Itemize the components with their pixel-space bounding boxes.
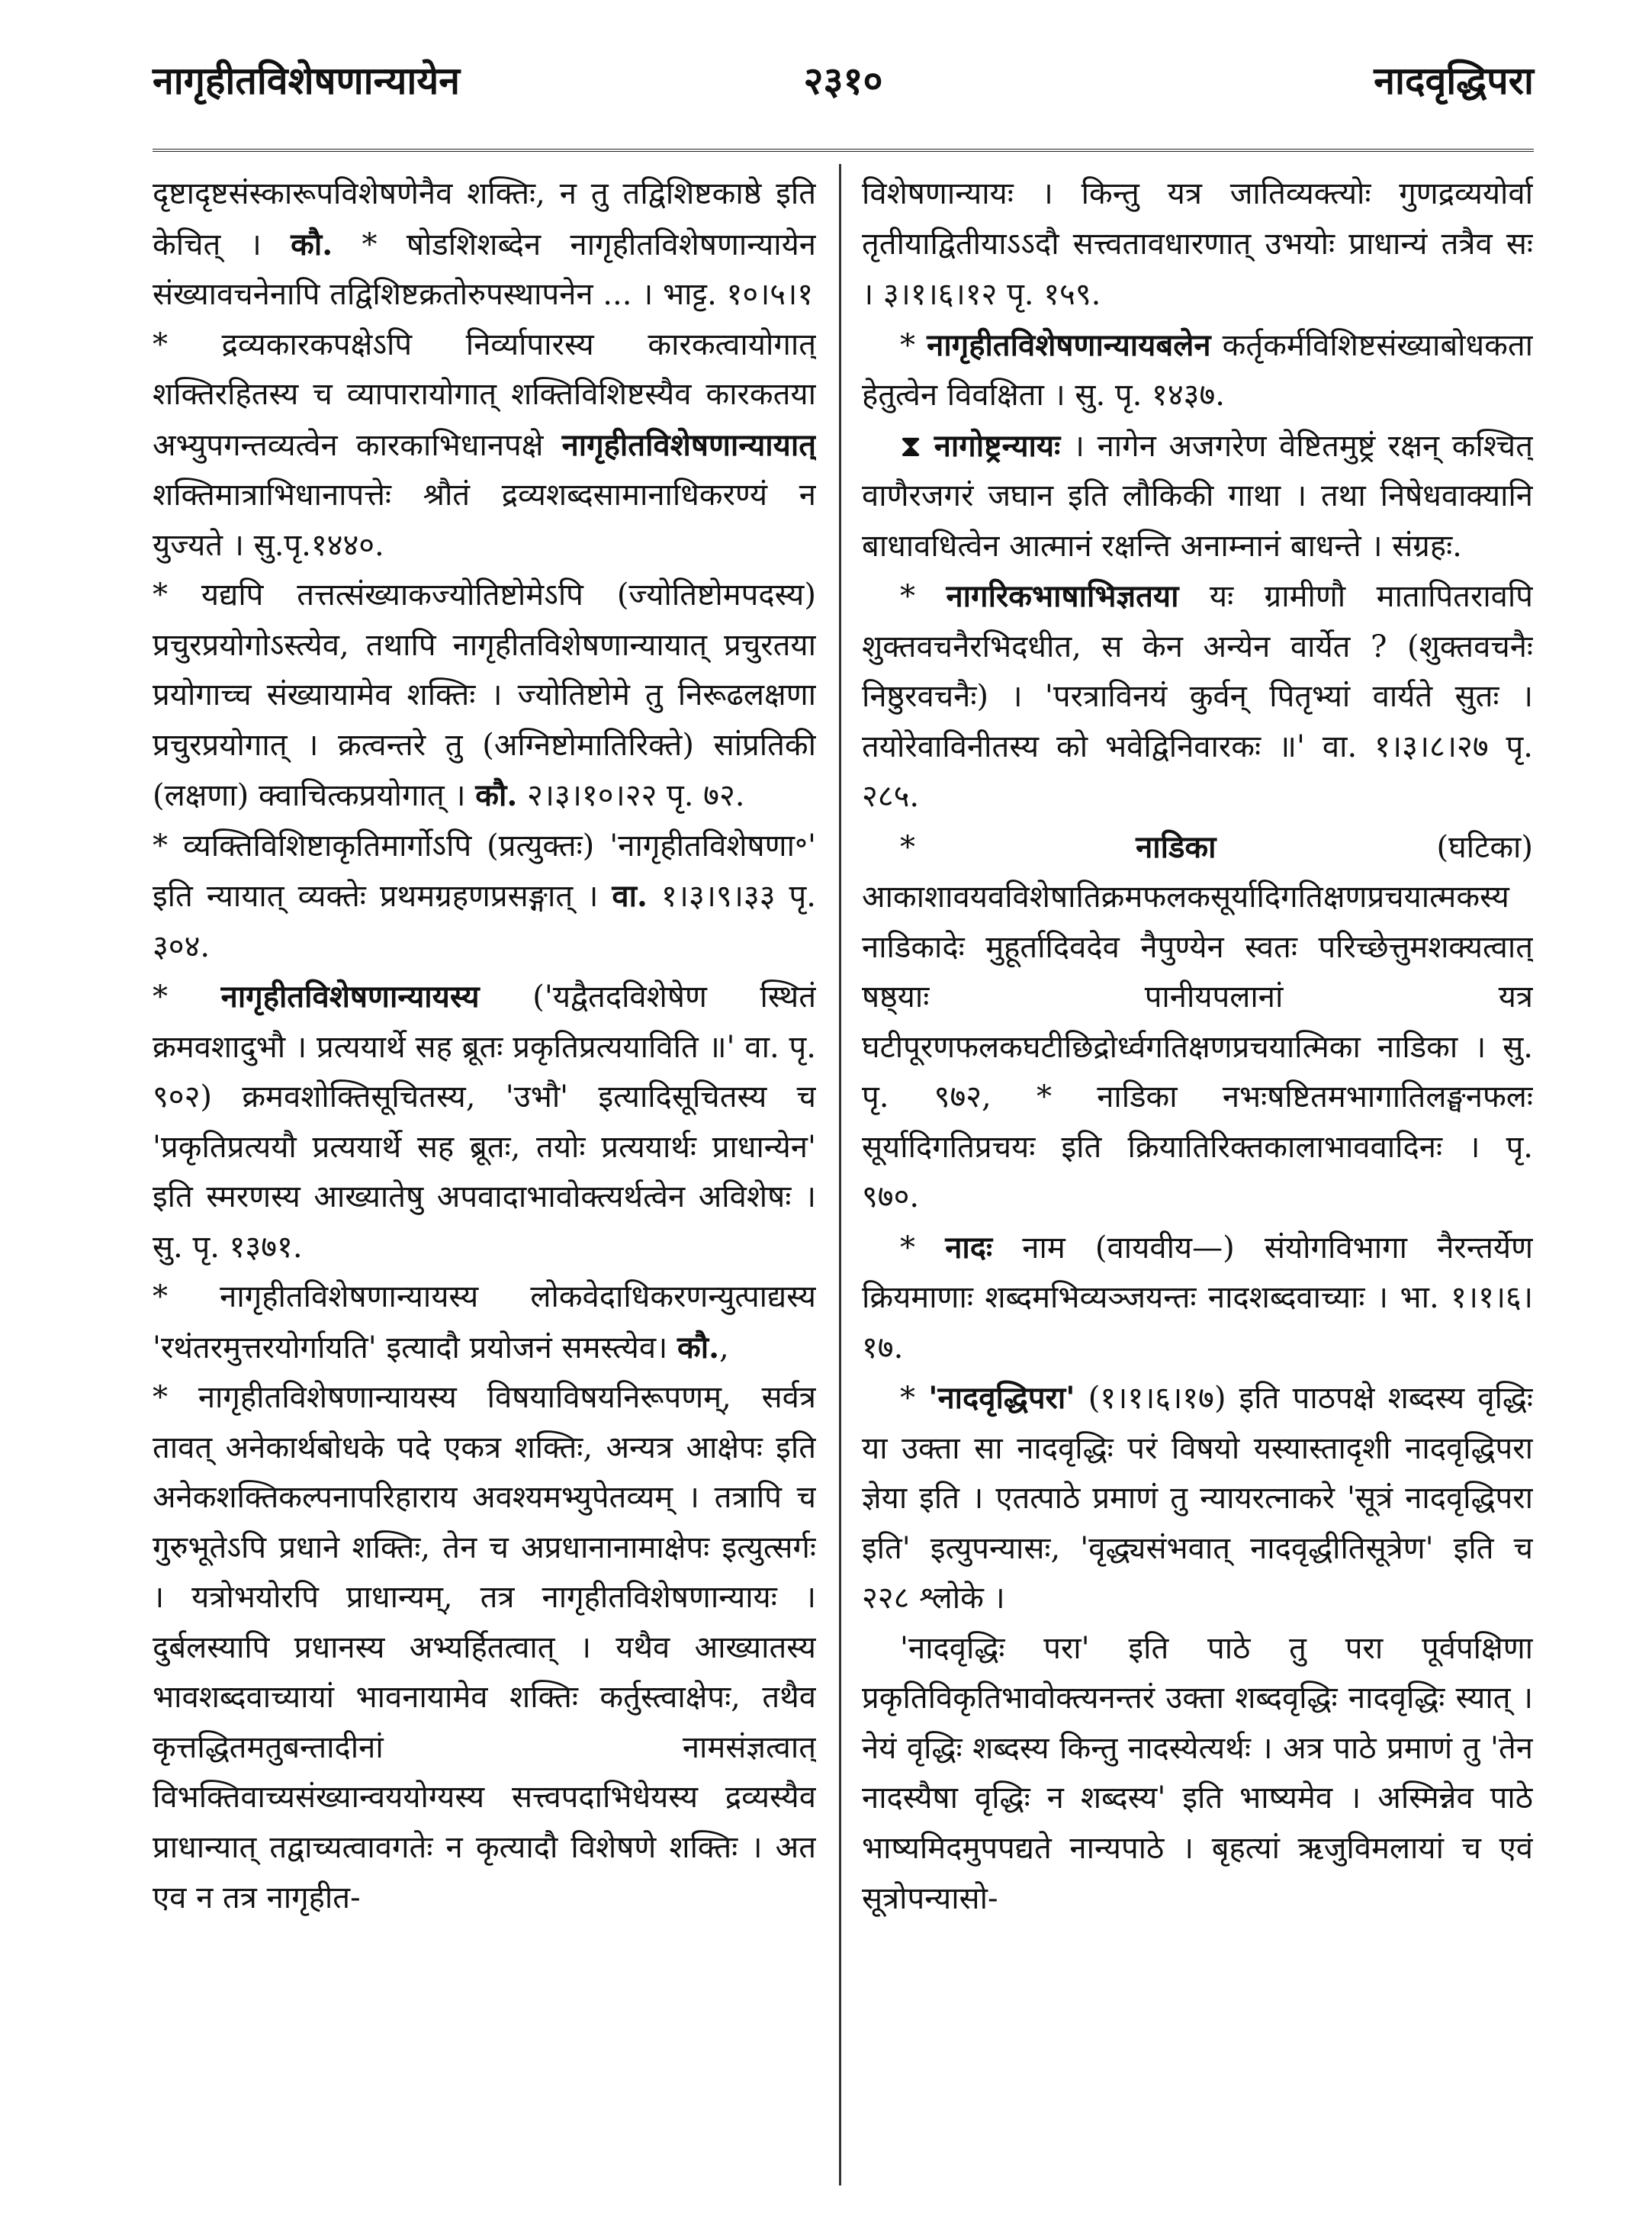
entry-paragraph: * नाडिका (घटिका) आकाशावयवविशेषातिक्रमफलकसूर्यादिगतिक्षणप्रचयात्मकस्य नाडिकादेः मुहूर्तादिवदेव नैपुण्येन स्वतः परिच्छेत्तुमशक्यत्वात् षष्ठ्याः पानीयपलानां यत्र घटीपूरणफलकघटीछिद्रोर्ध्वगतिक्षणप्रचयात्मिका नाडिका । सु. पृ. ९७२, * नाडिका नभःषष्टितमभागातिलङ्घनफलः सूर्यादिगतिप्रचयः इति क्रियातिरिक्तकालाभाववादिनः । पृ. ९७०. xyxy=(862,828,1533,1214)
left-column xyxy=(153,169,816,2183)
entry-paragraph: ⧗ नागोष्ट्रन्यायः । नागेन अजगरेण वेष्टितमुष्ट्रं रक्षन् कश्चित् वाणैरजगरं जघान इति लौकिकी गाथा । तथा निषेधवाक्यानि बाधावधित्वेन आत्मानं रक्षन्ति अनाम्नानं बाधन्ते । संग्रहः. xyxy=(862,427,1533,564)
entry-paragraph: * 'नादवृद्धिपरा' (१।१।६।१७) इति पाठपक्षे शब्दस्य वृद्धिः या उक्ता सा नादवृद्धिः परं विषयो यस्यास्तादृशी नादवृद्धिपरा ज्ञेया इति । एतत्पाठे प्रमाणं तु न्यायरत्नाकरे 'सूत्रं नादवृद्धिपरा इति' इत्युपन्यासः, 'वृद्ध्यसंभवात् नादवृद्धीतिसूत्रेण' इति च २२८ श्लोके । xyxy=(862,1380,1533,1616)
entry-paragraph: * नागृहीतविशेषणान्यायस्य ('यद्वैतदविशेषेण स्थितं क्रमवशादुभौ । प्रत्ययार्थे सह ब्रूतः प्रकृतिप्रत्ययाविति ॥' वा. पृ. ९०२) क्रमवशोक्तिसूचितस्य, 'उभौ' इत्यादिसूचितस्य च 'प्रकृतिप्रत्ययौ प्रत्ययार्थे सह ब्रूतः, तयोः प्रत्ययार्थः प्राधान्येन' इति स्मरणस्य आख्यातेषु अपवादाभावोक्त्यर्थत्वेन अविशेषः । सु. पृ. १३७१. xyxy=(153,979,816,1265)
entry-paragraph: * नागरिकभाषाभिज्ञतया यः ग्रामीणौ मातापितरावपि शुक्तवचनैरभिदधीत, स केन अन्येन वार्येत ? (शुक्तवचनैः निष्ठुरवचनैः) । 'परत्राविनयं कुर्वन् पितृभ्यां वार्यते सुतः । तयोरेवाविनीतस्य को भवेद्विनिवारकः ॥' वा. १।३।८।२७ पृ. २८५. xyxy=(862,578,1533,814)
entry-paragraph: * नागृहीतविशेषणान्यायबलेन कर्तृकर्मविशिष्टसंख्याबोधकता हेतुत्वेन विवक्षिता । सु. पृ. १४३७. xyxy=(862,326,1533,413)
entry-paragraph: * यद्यपि तत्तत्संख्याकज्योतिष्टोमेऽपि (ज्योतिष्टोमपदस्य) प्रचुरप्रयोगोऽस्त्येव, तथापि नागृहीतविशेषणान्यायात् प्रचुरतया प्रयोगाच्च संख्यायामेव शक्तिः । ज्योतिष्टोमे तु निरूढलक्षणा प्रचुरप्रयोगात् । क्रत्वन्तरे तु (अग्निष्टोमातिरिक्ते) सांप्रतिकी (लक्षणा) क्वाचित्कप्रयोगात् । कौ. २।३।१०।२२ पृ. ७२. xyxy=(153,577,816,813)
header-right-title: नादवृद्धिपरा xyxy=(1374,58,1534,103)
entry-paragraph: विशेषणान्यायः । किन्तु यत्र जातिव्यक्त्योः गुणद्रव्ययोर्वा तृतीयाद्वितीयाऽऽदौ सत्त्वतावधारणात् उभयोः प्राधान्यं तत्रैव सः । ३।१।६।१२ पृ. १५९. xyxy=(862,176,1533,312)
entry-paragraph: दृष्टादृष्टसंस्कारूपविशेषणेनैव शक्तिः, न तु तद्विशिष्टकाष्ठे इति केचित् । कौ. * षोडशिशब्देन नागृहीतविशेषणान्यायेन संख्यावचनेनापि तद्विशिष्टक्रतोरुपस्थापनेन ... । भाट्ट. १०।५।१ xyxy=(153,176,816,312)
right-column xyxy=(862,169,1533,2183)
header-rule xyxy=(153,149,1534,152)
entry-paragraph: * द्रव्यकारकपक्षेऽपि निर्व्यापारस्य कारकत्वायोगात् शक्तिरहितस्य च व्यापारायोगात् शक्तिविशिष्टस्यैव कारकतया अभ्युपगन्तव्यत्वेन कारकाभिधानपक्षे नागृहीतविशेषणान्यायात् शक्तिमात्राभिधानापत्तेः श्रौतं द्रव्यशब्दसामानाधिकरण्यं न युज्यते । सु.पृ.१४४०. xyxy=(153,326,816,563)
column-divider xyxy=(839,164,841,2185)
running-header xyxy=(153,53,1534,130)
entry-paragraph: * नागृहीतविशेषणान्यायस्य विषयाविषयनिरूपणम्, सर्वत्र तावत् अनेकार्थबोधके पदे एकत्र शक्तिः, अन्यत्र आक्षेपः इति अनेकशक्तिकल्पनापरिहाराय अवश्यमभ्युपेतव्यम् । तत्रापि च गुरुभूतेऽपि प्रधाने शक्तिः, तेन च अप्रधानानामाक्षेपः इत्युत्सर्गः । यत्रोभयोरपि प्राधान्यम्, तत्र नागृहीतविशेषणान्यायः । दुर्बलस्यापि प्रधानस्य अभ्यर्हितत्वात् । यथैव आख्यातस्य भावशब्दवाच्यायां भावनायामेव शक्तिः कर्तुस्त्वाक्षेपः, तथैव कृत्तद्धितमतुबन्तादीनां नामसंज्ञत्वात् विभक्तिवाच्यसंख्यान्वययोग्यस्य सत्त्वपदाभिधेयस्य द्रव्यस्यैव प्राधान्यात् तद्वाच्यत्वावगतेः न कृत्यादौ विशेषणे शक्तिः । अत एव न तत्र नागृहीत- xyxy=(153,1380,816,1915)
entry-paragraph: 'नादवृद्धिः परा' इति पाठे तु परा पूर्वपक्षिणा प्रकृतिविकृतिभावोक्त्यनन्तरं उक्ता शब्दवृद्धिः नादवृद्धिः स्यात् । नेयं वृद्धिः शब्दस्य किन्तु नादस्येत्यर्थः । अत्र पाठे प्रमाणं तु 'तेन नादस्यैषा वृद्धिः न शब्दस्य' इति भाष्यमेव । अस्मिन्नेव पाठे भाष्यमिदमुपपद्यते नान्यपाठे । बृहत्यां ऋजुविमलायां च एवं सूत्रोपन्यासो- xyxy=(862,1630,1533,1916)
entry-paragraph: * नादः नाम (वायवीय—) संयोगविभागा नैरन्तर्येण क्रियमाणाः शब्दमभिव्यञ्जयन्तः नादशब्दवाच्याः । भा. १।१।६।१७. xyxy=(862,1229,1533,1365)
entry-paragraph: * व्यक्तिविशिष्टाकृतिमार्गोऽपि (प्रत्युक्तः) 'नागृहीतविशेषणा॰' इति न्यायात् व्यक्तेः प्रथमग्रहणप्रसङ्गात् । वा. १।३।९।३३ पृ. ३०४. xyxy=(153,828,816,964)
page-number: २३१० xyxy=(803,58,883,103)
entry-paragraph: * नागृहीतविशेषणान्यायस्य लोकवेदाधिकरणन्युत्पाद्यस्य 'रथंतरमुत्तरयोर्गायति' इत्यादौ प्रयोजनं समस्त्येव। कौ., xyxy=(153,1279,816,1365)
header-left-title: नागृहीतविशेषणान्यायेन xyxy=(153,58,461,103)
